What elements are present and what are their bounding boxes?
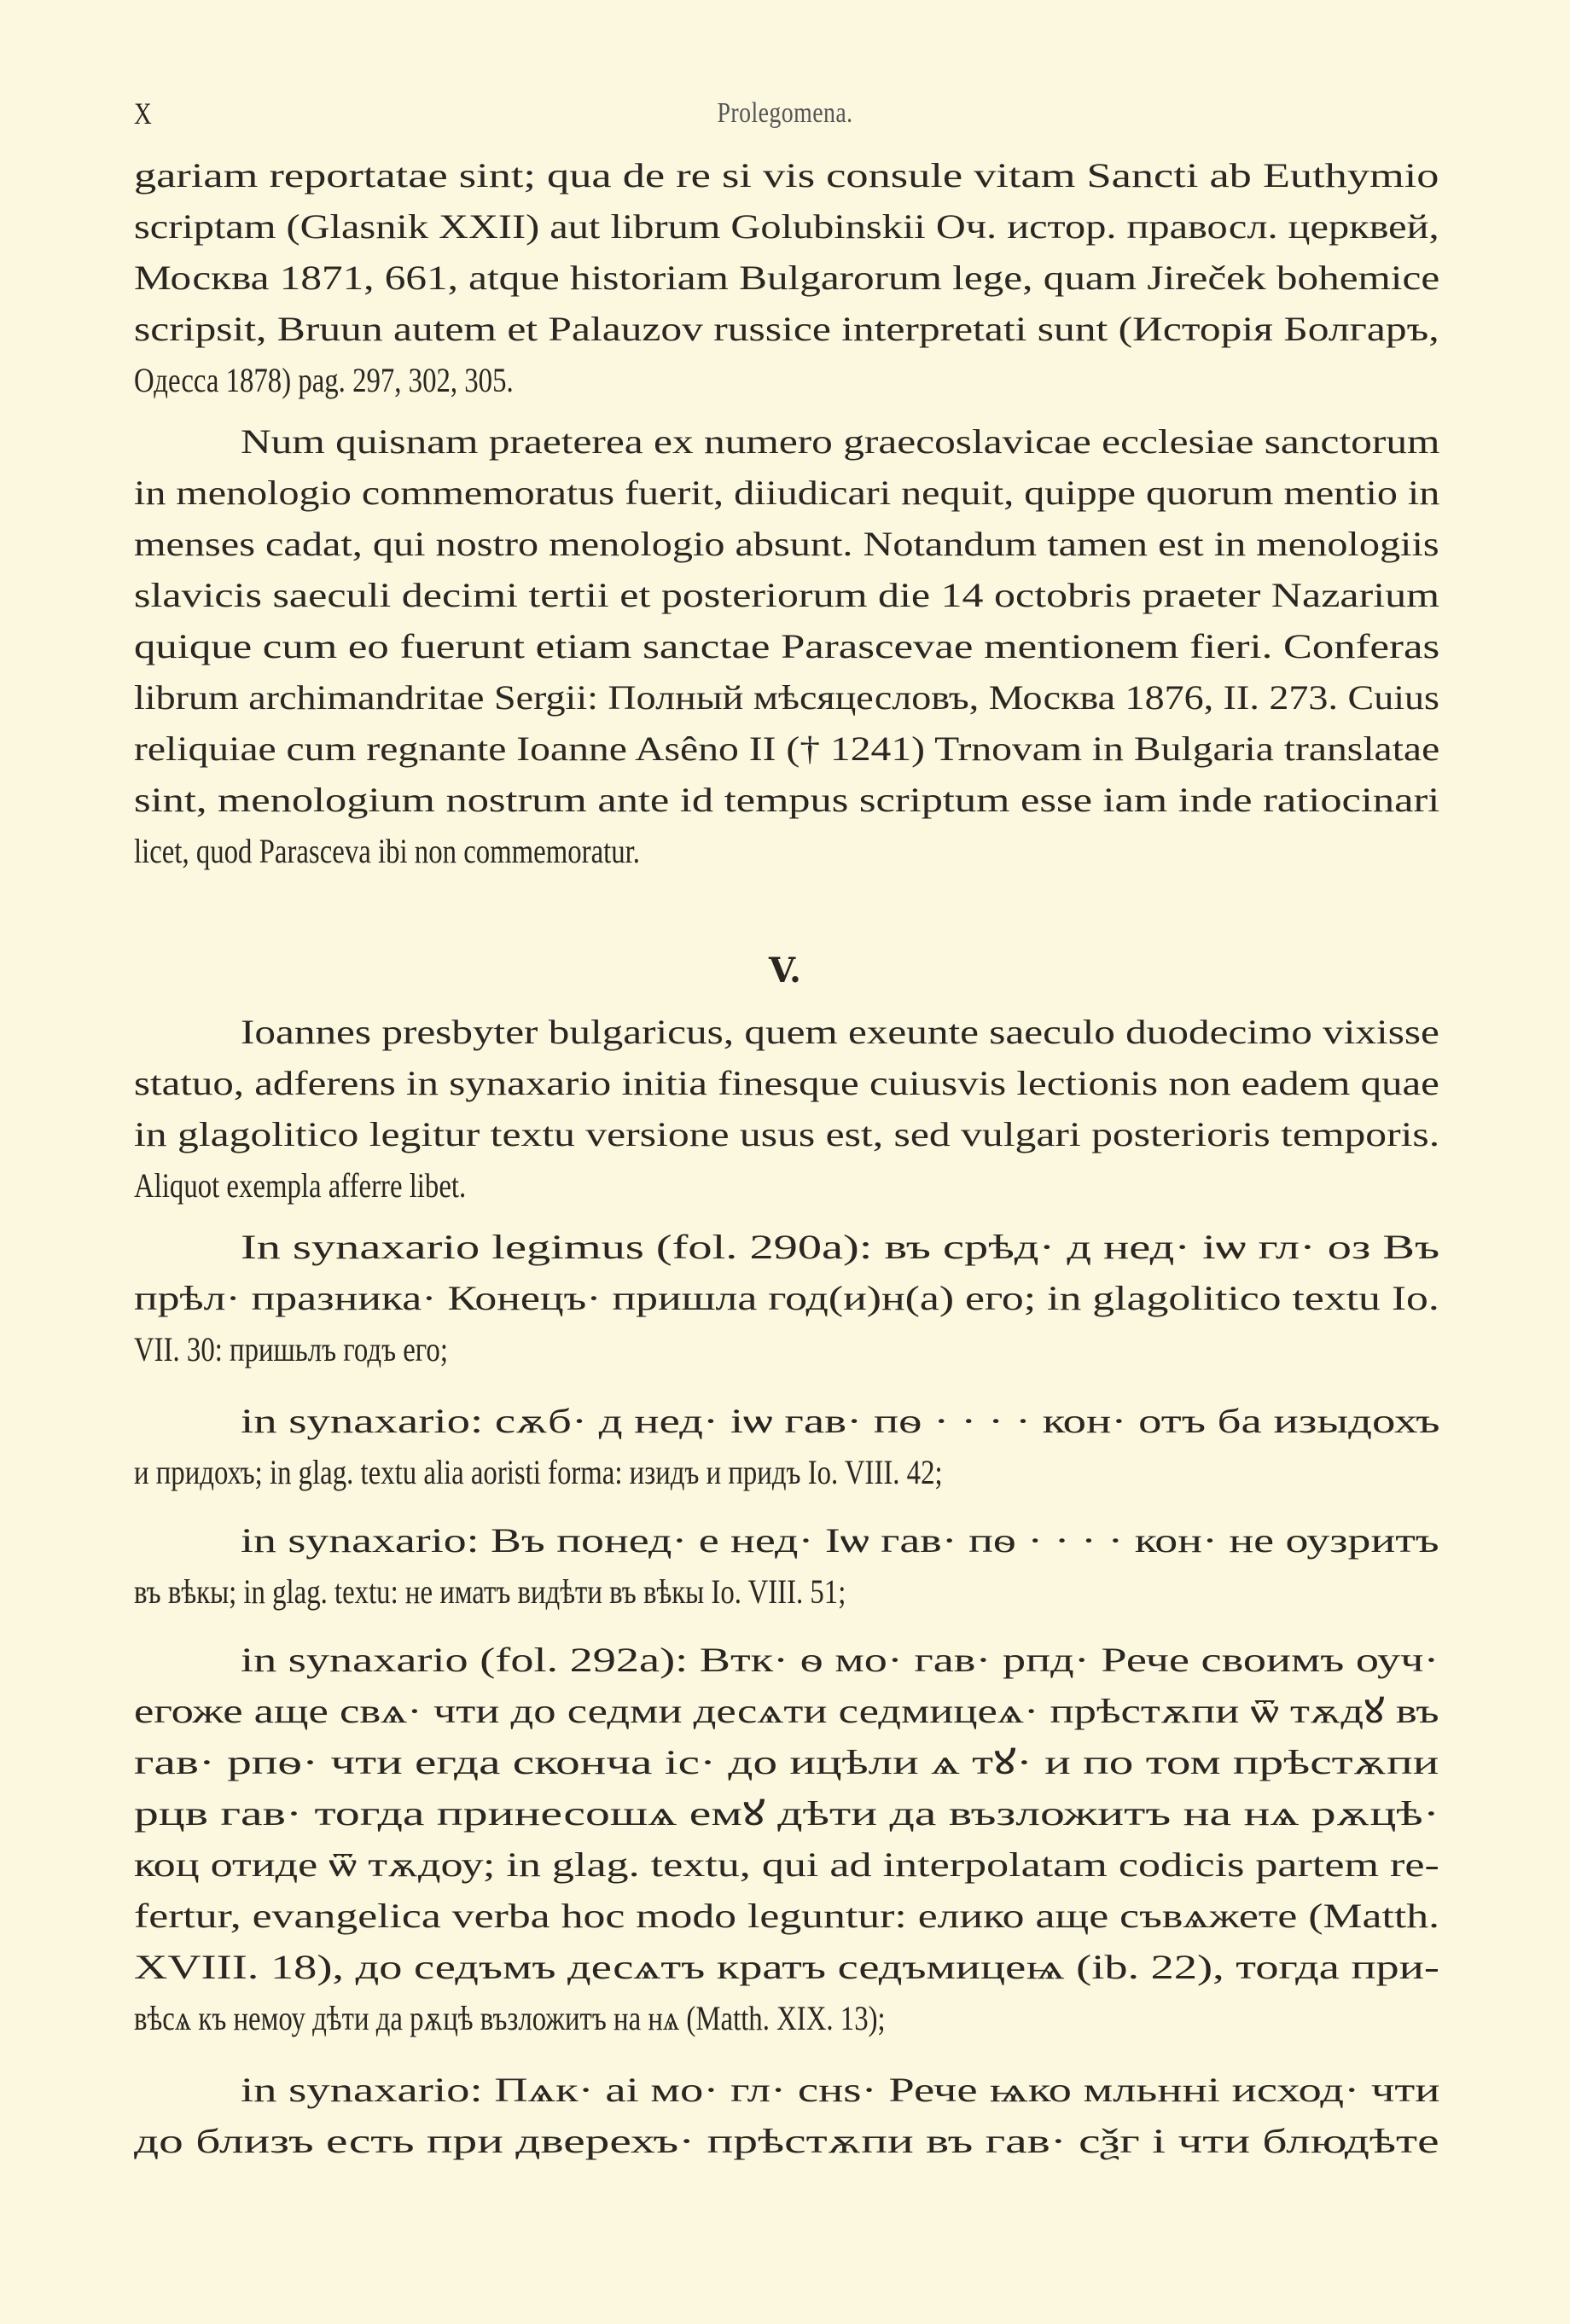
text-line: in menologio commemoratus fuerit, diiudicari nequit, quippe quorum mentio in <box>134 474 1440 512</box>
text-line: VII. 30: пришьлъ годъ его; <box>134 1330 448 1368</box>
text-line: егоже аще свѧ· чти до седми десѧти седмицеѧ· прѣстѫпи ѿ тѫдꙋ въ <box>134 1692 1439 1730</box>
text-line: XVIII. 18), до седъмъ десѧтъ кратъ седъмицеѩ (ib. 22), тогда при- <box>134 1948 1439 1986</box>
text-line: прѣл· празника· Конецъ· пришла год(и)н(а) его; in glagolitico textu Io. <box>134 1279 1439 1317</box>
text-line: и придохъ; in glag. textu alia aoristi forma: изидъ и придъ Io. VIII. 42; <box>134 1453 943 1491</box>
text-line: fertur, evangelica verba hoc modo leguntur: елико аще съвѧжете (Matth. <box>134 1897 1440 1935</box>
running-head <box>0 96 1570 138</box>
text-line: In synaxario legimus (fol. 290a): въ срѣд· д нед· іѡ гл· оз Въ <box>241 1228 1440 1266</box>
text-line: Москва 1871, 661, atque historiam Bulgarorum lege, quam Jireček bohemice <box>134 259 1440 297</box>
text-line: in glagolitico legitur textu versione usus est, sed vulgari posterioris temporis. <box>134 1115 1440 1153</box>
text-line: Num quisnam praeterea ex numero graecoslavicae ecclesiae sanctorum <box>241 422 1440 461</box>
page-number: X <box>134 96 152 131</box>
text-line: gariam reportatae sint; qua de re si vis consule vitam Sancti ab Euthymio <box>134 156 1439 195</box>
text-line: Одесса 1878) pag. 297, 302, 305. <box>134 361 514 399</box>
text-line: in synaxario: Пѧк· аі мо· гл· снѕ· Рече ѩко мльнні исход· чти <box>241 2071 1440 2109</box>
text-line: scripsit, Bruun autem et Palauzov russice interpretati sunt (Исторія Болгаръ, <box>134 310 1439 348</box>
text-line: рцв гав· тогда принесошѧ емꙋ дѣти да възложитъ на нѧ рѫцѣ· <box>134 1794 1439 1833</box>
text-line: menses cadat, qui nostro menologio absunt. Notandum tamen est in menologiis <box>134 525 1439 563</box>
text-line: quique cum eo fuerunt etiam sanctae Parascevae mentionem fieri. Conferas <box>134 627 1440 665</box>
text-line: in synaxario: сѫб· д нед· іѡ гав· пѳ · · · · кон· отъ ба изыдохъ <box>241 1402 1440 1440</box>
text-line: въ вѣкы; in glag. textu: не иматъ видѣти въ вѣкы Io. VIII. 51; <box>134 1572 846 1611</box>
text-line: Ioannes presbyter bulgaricus, quem exeunte saeculo duodecimo vixisse <box>241 1013 1439 1051</box>
text-line: in synaxario: Въ понед· е нед· Іѡ гав· пѳ · · · · кон· не оузритъ <box>241 1521 1439 1560</box>
text-line: slavicis saeculi decimi tertii et posteriorum die 14 octobris praeter Nazarium <box>134 576 1440 614</box>
text-line: in synaxario (fol. 292a): Втк· ѳ мо· гав· рпд· Рече своимъ оуч· <box>241 1641 1439 1679</box>
text-line: licet, quod Parasceva ibi non commemoratur. <box>134 832 640 870</box>
text-line: reliquiae cum regnante Ioanne Asêno II († 1241) Trnovam in Bulgaria translatae <box>134 729 1440 768</box>
text-line: Aliquot exempla afferre libet. <box>134 1166 467 1205</box>
text-line: scriptam (Glasnik XXII) aut librum Golubinskii Оч. истор. правосл. церквей, <box>134 207 1439 246</box>
text-line: statuo, adferens in synaxario initia finesque cuiusvis lectionis non eadem quae <box>134 1064 1439 1102</box>
section-heading: V. <box>769 950 801 991</box>
text-line: вѣсѧ къ немоу дѣти да рѫцѣ възложитъ на нѧ (Matth. XIX. 13); <box>134 1999 886 2037</box>
text-line: гав· рпѳ· чти егда скончa іс· до ицѣли ѧ тꙋ· и по том прѣстѫпи <box>134 1743 1439 1781</box>
text-line: librum archimandritae Sergii: Полный мѣсяцесловъ, Москва 1876, II. 273. Cuius <box>134 678 1439 717</box>
running-title: Prolegomena. <box>717 97 853 129</box>
text-line: до близъ есть при дверехъ· прѣстѫпи въ гав· сѯг і чти блюдѣте <box>134 2122 1439 2160</box>
text-line: sint, menologium nostrum ante id tempus scriptum esse iam inde ratiocinari <box>134 781 1440 819</box>
text-line: коц отиде ѿ тѫдоу; in glag. textu, qui ad interpolatam codicis partem re- <box>134 1845 1439 1884</box>
